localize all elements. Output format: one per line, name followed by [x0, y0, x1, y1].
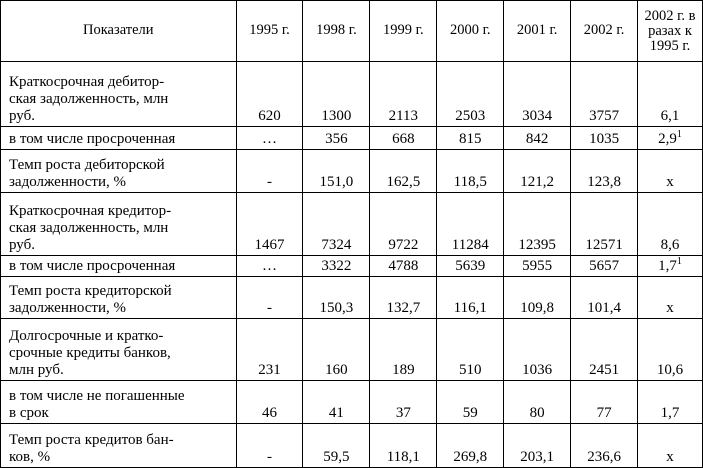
cell-2001	[504, 277, 571, 319]
cell-ratio	[638, 319, 703, 381]
cell-ratio	[638, 62, 703, 127]
cell-1995	[236, 381, 303, 424]
cell-ratio	[638, 424, 703, 468]
cell-value: 46	[262, 405, 278, 421]
row-label-line: млн руб.	[9, 362, 64, 378]
cell-value: 3034	[522, 108, 553, 124]
cell-1995	[236, 319, 303, 381]
cell-value: 4788	[388, 258, 419, 274]
header-1995: 1995 г.	[236, 1, 303, 62]
cell-2002	[571, 127, 638, 150]
row-label-line: Краткосрочная кредитор-	[9, 203, 172, 219]
cell-1999	[370, 193, 437, 256]
cell-1998	[303, 319, 370, 381]
row-label	[1, 150, 237, 193]
cell-value: 356	[325, 131, 348, 147]
row-label-line: Темп роста кредитов бан-	[9, 432, 174, 448]
table-row	[1, 127, 703, 150]
cell-value: 8,6	[660, 237, 680, 253]
cell-value: 203,1	[520, 449, 555, 465]
cell-value: 1467	[254, 237, 285, 253]
cell-value: 189	[392, 362, 415, 378]
row-label-line: руб.	[9, 237, 35, 253]
cell-2000	[437, 256, 504, 277]
cell-value: 123,8	[587, 174, 621, 190]
cell-1999	[370, 277, 437, 319]
row-label	[1, 256, 237, 277]
cell-value: 5639	[455, 258, 486, 274]
cell-2000	[437, 424, 504, 468]
cell-value: 121,2	[520, 174, 555, 190]
cell-2002	[571, 424, 638, 468]
header-1998: 1998 г.	[303, 1, 370, 62]
cell-value: 59	[462, 405, 478, 421]
cell-value: 2,9	[658, 131, 677, 147]
cell-1995	[236, 62, 303, 127]
cell-2002	[571, 193, 638, 256]
row-label-line: ская задолженность, млн	[9, 220, 169, 236]
table-body	[1, 62, 703, 468]
table-row	[1, 193, 703, 256]
cell-2001	[504, 62, 571, 127]
row-label-line: задолженности, %	[9, 174, 126, 190]
cell-1998	[303, 150, 370, 193]
row-label-line: ков, %	[9, 449, 51, 465]
cell-2001	[504, 256, 571, 277]
row-label-line: срочные кредиты банков,	[9, 345, 171, 361]
cell-1999	[370, 424, 437, 468]
cell-value: 2451	[589, 362, 620, 378]
row-label-line: Темп роста кредиторской	[9, 283, 172, 299]
cell-1999	[370, 62, 437, 127]
cell-value: 1035	[589, 131, 620, 147]
cell-2001	[504, 381, 571, 424]
footnote-marker: 1	[676, 129, 682, 140]
row-label-line: в срок	[9, 405, 49, 421]
cell-value: 59,5	[323, 449, 350, 465]
cell-1995	[236, 193, 303, 256]
cell-1998	[303, 127, 370, 150]
cell-1999	[370, 381, 437, 424]
row-label	[1, 319, 237, 381]
cell-value: 510	[458, 362, 482, 378]
cell-value: -	[267, 300, 273, 316]
row-label-line: Долгосрочные и кратко-	[9, 328, 164, 344]
header-ratio-2002-to-1995: 2002 г. в разах к 1995 г.	[638, 1, 703, 62]
cell-value: -	[267, 449, 273, 465]
cell-1995	[236, 424, 303, 468]
row-label-line: задолженности, %	[9, 300, 126, 316]
cell-value: -	[267, 174, 273, 190]
cell-ratio	[638, 256, 703, 277]
cell-2001	[504, 193, 571, 256]
row-label-line: в том числе просроченная	[9, 258, 176, 274]
cell-2001	[504, 319, 571, 381]
cell-value: 9722	[388, 237, 419, 253]
cell-value: 162,5	[386, 174, 421, 190]
cell-value: 101,4	[587, 300, 621, 316]
row-label-line: руб.	[9, 108, 35, 124]
cell-ratio	[638, 277, 703, 319]
cell-1995	[236, 150, 303, 193]
cell-value: 118,5	[453, 174, 487, 190]
cell-value: 5657	[589, 258, 620, 274]
row-label-line: ская задолженность, млн	[9, 91, 169, 107]
cell-2000	[437, 277, 504, 319]
cell-value: 77	[596, 405, 612, 421]
cell-1998	[303, 277, 370, 319]
cell-value: 116,1	[453, 300, 487, 316]
cell-2000	[437, 150, 504, 193]
cell-value: 12395	[518, 237, 556, 253]
cell-value: 11284	[451, 237, 489, 253]
row-label-line: в том числе просроченная	[9, 131, 176, 147]
cell-value: 37	[395, 405, 411, 421]
row-label	[1, 277, 237, 319]
cell-value: 1300	[321, 108, 352, 124]
table-row	[1, 150, 703, 193]
cell-value: 842	[525, 131, 549, 147]
cell-ratio	[638, 193, 703, 256]
cell-1998	[303, 424, 370, 468]
cell-2001	[504, 424, 571, 468]
footnote-marker: 1	[676, 256, 682, 267]
cell-1999	[370, 256, 437, 277]
cell-value: 12571	[585, 237, 623, 253]
row-label	[1, 62, 237, 127]
table-row	[1, 277, 703, 319]
header-row	[1, 1, 703, 62]
header-1999: 1999 г.	[370, 1, 437, 62]
table-row	[1, 256, 703, 277]
cell-value: 668	[392, 131, 415, 147]
cell-value: 236,6	[587, 449, 621, 465]
cell-value: х	[666, 449, 674, 465]
cell-2000	[437, 62, 504, 127]
cell-value: 3757	[589, 108, 620, 124]
cell-1995	[236, 256, 303, 277]
cell-1998	[303, 193, 370, 256]
cell-2002	[571, 62, 638, 127]
cell-1995	[236, 127, 303, 150]
cell-value: 150,3	[319, 300, 354, 316]
table-row	[1, 62, 703, 127]
cell-value: 269,8	[453, 449, 488, 465]
cell-1999	[370, 319, 437, 381]
cell-value: 6,1	[660, 108, 680, 124]
cell-value: 1,7	[660, 405, 680, 421]
cell-value: 10,6	[656, 362, 684, 378]
cell-2000	[437, 381, 504, 424]
cell-2000	[437, 319, 504, 381]
cell-1998	[303, 62, 370, 127]
table-row	[1, 424, 703, 468]
cell-value: 1,7	[658, 258, 677, 274]
cell-value: 151,0	[319, 174, 354, 190]
cell-1999	[370, 127, 437, 150]
cell-ratio	[638, 381, 703, 424]
cell-value: 5955	[522, 258, 553, 274]
cell-2002	[571, 277, 638, 319]
cell-value: 109,8	[520, 300, 555, 316]
cell-value: 118,1	[386, 449, 420, 465]
cell-1998	[303, 381, 370, 424]
cell-2002	[571, 381, 638, 424]
cell-value: 7324	[321, 237, 352, 253]
cell-2000	[437, 127, 504, 150]
cell-value: 2503	[455, 108, 486, 124]
header-2000: 2000 г.	[437, 1, 504, 62]
cell-ratio	[638, 127, 703, 150]
cell-value: 41	[328, 405, 344, 421]
row-label	[1, 193, 237, 256]
cell-2001	[504, 150, 571, 193]
cell-1998	[303, 256, 370, 277]
cell-value: …	[262, 258, 278, 274]
cell-2002	[571, 150, 638, 193]
row-label-line: Краткосрочная дебитор-	[9, 74, 165, 90]
cell-value: 231	[258, 362, 281, 378]
cell-value: …	[262, 131, 278, 147]
cell-value: 132,7	[386, 300, 421, 316]
header-indicators: Показатели	[1, 1, 237, 62]
cell-ratio	[638, 150, 703, 193]
cell-2001	[504, 127, 571, 150]
cell-1995	[236, 277, 303, 319]
cell-1999	[370, 150, 437, 193]
row-label-line: в том числе не погашенные	[9, 388, 185, 404]
row-label	[1, 381, 237, 424]
cell-2002	[571, 256, 638, 277]
cell-value: 80	[529, 405, 545, 421]
table-row	[1, 381, 703, 424]
table-row	[1, 319, 703, 381]
row-label	[1, 424, 237, 468]
header-2002: 2002 г.	[571, 1, 638, 62]
cell-value: 2113	[388, 108, 419, 124]
row-label-line: Темп роста дебиторской	[9, 157, 165, 173]
cell-value: 620	[258, 108, 281, 124]
cell-value: х	[666, 174, 674, 190]
cell-value: 1036	[522, 362, 553, 378]
cell-2000	[437, 193, 504, 256]
cell-2002	[571, 319, 638, 381]
cell-value: 3322	[321, 258, 352, 274]
row-label	[1, 127, 237, 150]
cell-value: 815	[458, 131, 482, 147]
header-2001: 2001 г.	[504, 1, 571, 62]
cell-value: х	[666, 300, 674, 316]
cell-value: 160	[325, 362, 348, 378]
